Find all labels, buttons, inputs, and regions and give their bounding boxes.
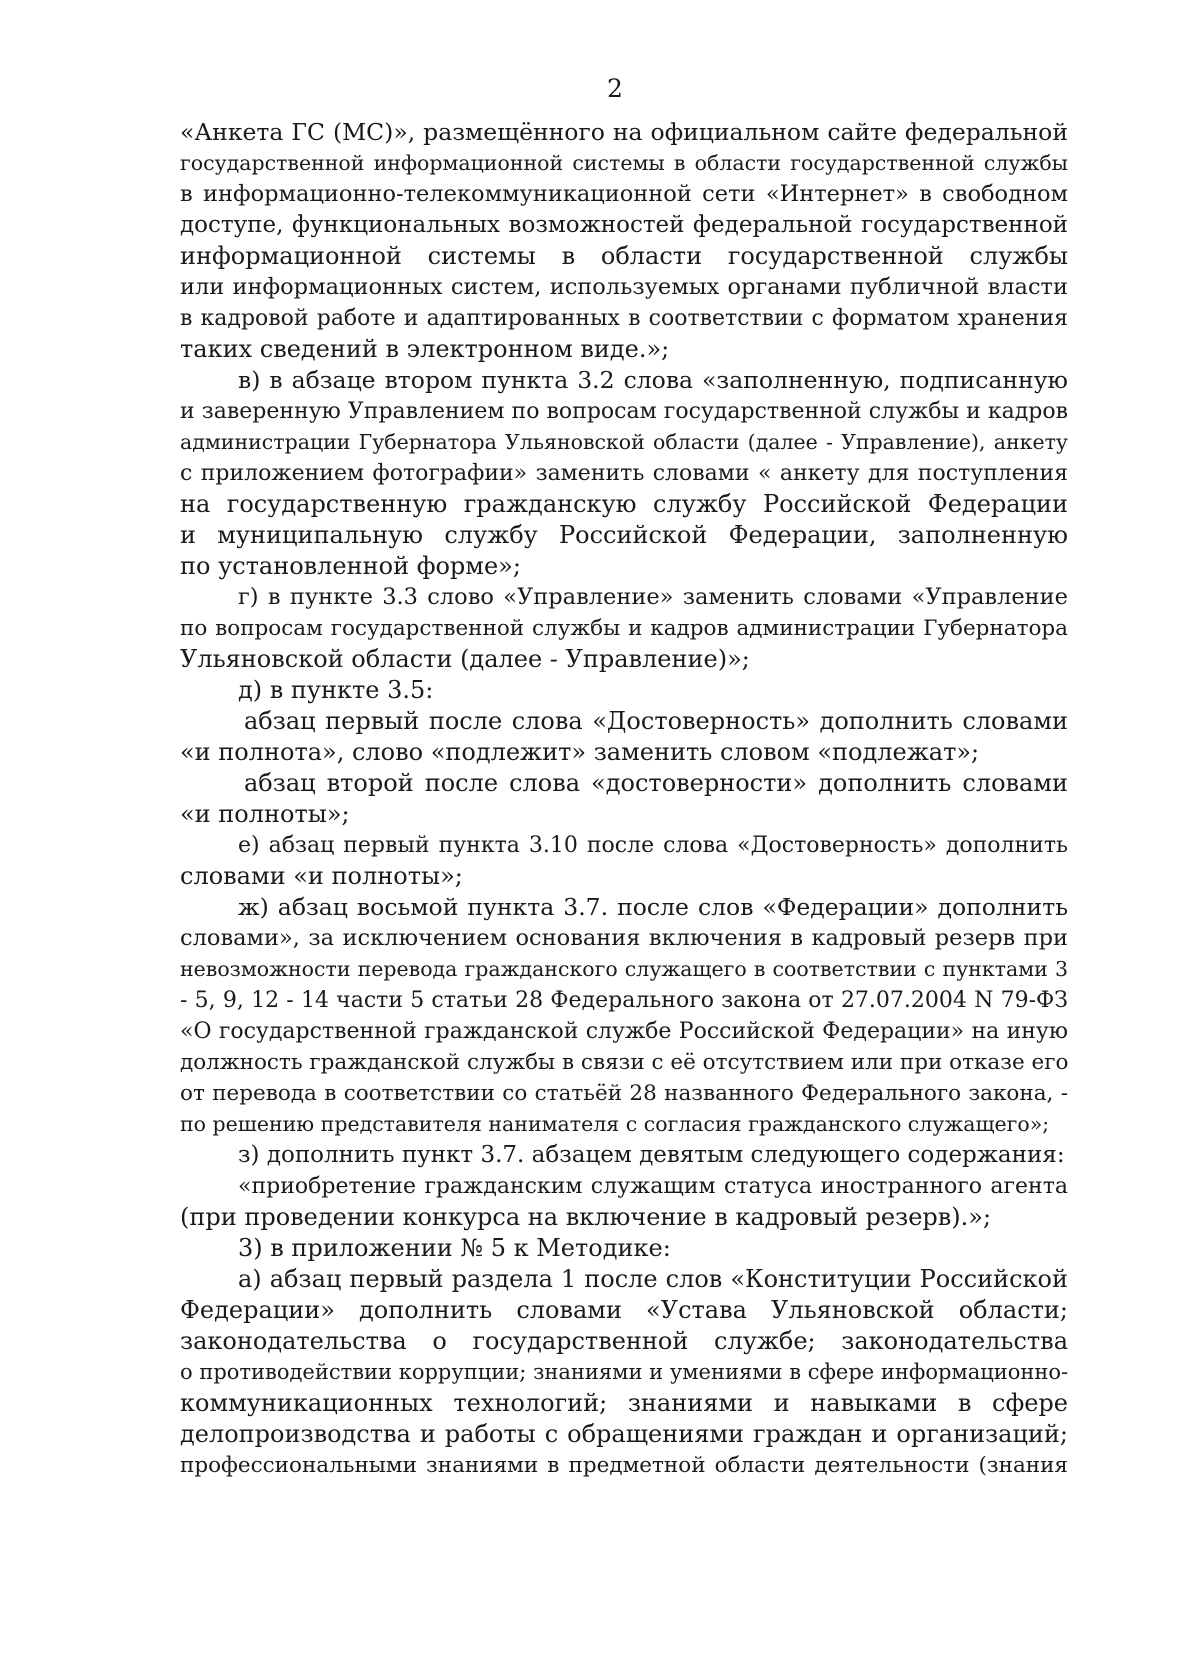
document-body [180, 117, 1068, 1481]
text-line: государственной информационной системы в области государственной службы [180, 151, 1068, 175]
text-line: администрации Губернатора Ульяновской области (далее - Управление), анкету [180, 430, 1068, 454]
text-line: о противодействии коррупции; знаниями и умениями в сфере информационно- [180, 1360, 1068, 1384]
text-line: доступе, функциональных возможностей федеральной государственной [180, 212, 1068, 238]
text-line: в кадровой работе и адаптированных в соответствии с форматом хранения [180, 306, 1068, 331]
text-line: по вопросам государственной службы и кадров администрации Губернатора [180, 616, 1068, 641]
text-line: информационной системы в области государственной службы [180, 242, 1068, 270]
text-line: или информационных систем, используемых органами публичной власти [180, 274, 1068, 300]
text-line: «и полнота», слово «подлежит» заменить словом «подлежат»; [180, 738, 980, 766]
text-line: 3) в приложении № 5 к Методике: [238, 1234, 671, 1262]
text-line: Федерации» дополнить словами «Устава Ульяновской области; [180, 1296, 1068, 1324]
text-line: коммуникационных технологий; знаниями и навыками в сфере [180, 1389, 1068, 1417]
text-line: словами», за исключением основания включения в кадровый резерв при [180, 925, 1068, 951]
text-line: и заверенную Управлением по вопросам государственной службы и кадров [180, 399, 1068, 424]
text-line: «и полноты»; [180, 800, 350, 828]
text-line: законодательства о государственной службе; законодательства [180, 1327, 1068, 1355]
text-line: з) дополнить пункт 3.7. абзацем девятым следующего содержания: [238, 1142, 1065, 1168]
text-line: в информационно-телекоммуникационной сети «Интернет» в свободном [180, 181, 1068, 207]
text-line: словами «и полноты»; [180, 862, 463, 890]
text-line: по установленной форме»; [180, 552, 521, 580]
text-line: д) в пункте 3.5: [238, 676, 434, 704]
text-line: - 5, 9, 12 - 14 части 5 статьи 28 Федерального закона от 27.07.2004 N 79-ФЗ [180, 988, 1068, 1013]
text-line: «приобретение гражданским служащим статуса иностранного агента [238, 1174, 1068, 1199]
text-line: а) абзац первый раздела 1 после слов «Конституции Российской [238, 1265, 1068, 1293]
text-line: таких сведений в электронном виде.»; [180, 335, 670, 363]
page-number: 2 [607, 74, 623, 103]
text-line: делопроизводства и работы с обращениями граждан и организаций; [180, 1420, 1068, 1448]
text-line: «Анкета ГС (МС)», размещённого на официальном сайте федеральной [180, 118, 1068, 146]
text-line: должность гражданской службы в связи с её отсутствием или при отказе его [180, 1050, 1068, 1075]
text-line: от перевода в соответствии со статьёй 28 названного Федерального закона, - [180, 1081, 1068, 1106]
text-line: ж) абзац восьмой пункта 3.7. после слов «Федерации» дополнить [238, 893, 1068, 921]
text-line: «О государственной гражданской службе Российской Федерации» на иную [180, 1019, 1068, 1044]
text-line: абзац первый после слова «Достоверность» дополнить словами [244, 707, 1068, 735]
text-line: в) в абзаце втором пункта 3.2 слова «заполненную, подписанную [238, 366, 1068, 394]
text-line: (при проведении конкурса на включение в кадровый резерв).»; [180, 1203, 992, 1231]
text-line: г) в пункте 3.3 слово «Управление» заменить словами «Управление [238, 584, 1068, 610]
text-line: Ульяновской области (далее - Управление)»; [180, 645, 750, 673]
text-line: на государственную гражданскую службу Российской Федерации [180, 490, 1068, 518]
text-line: по решению представителя нанимателя с согласия гражданского служащего»; [180, 1112, 1050, 1136]
text-line: профессиональными знаниями в предметной области деятельности (знания [180, 1453, 1068, 1478]
text-line: и муниципальную службу Российской Федерации, заполненную [180, 521, 1068, 549]
text-line: невозможности перевода гражданского служащего в соответствии с пунктами 3 [180, 957, 1068, 981]
text-line: абзац второй после слова «достоверности» дополнить словами [244, 769, 1068, 797]
text-line: с приложением фотографии» заменить словами « анкету для поступления [180, 461, 1068, 486]
text-line: е) абзац первый пункта 3.10 после слова «Достоверность» дополнить [238, 833, 1068, 858]
